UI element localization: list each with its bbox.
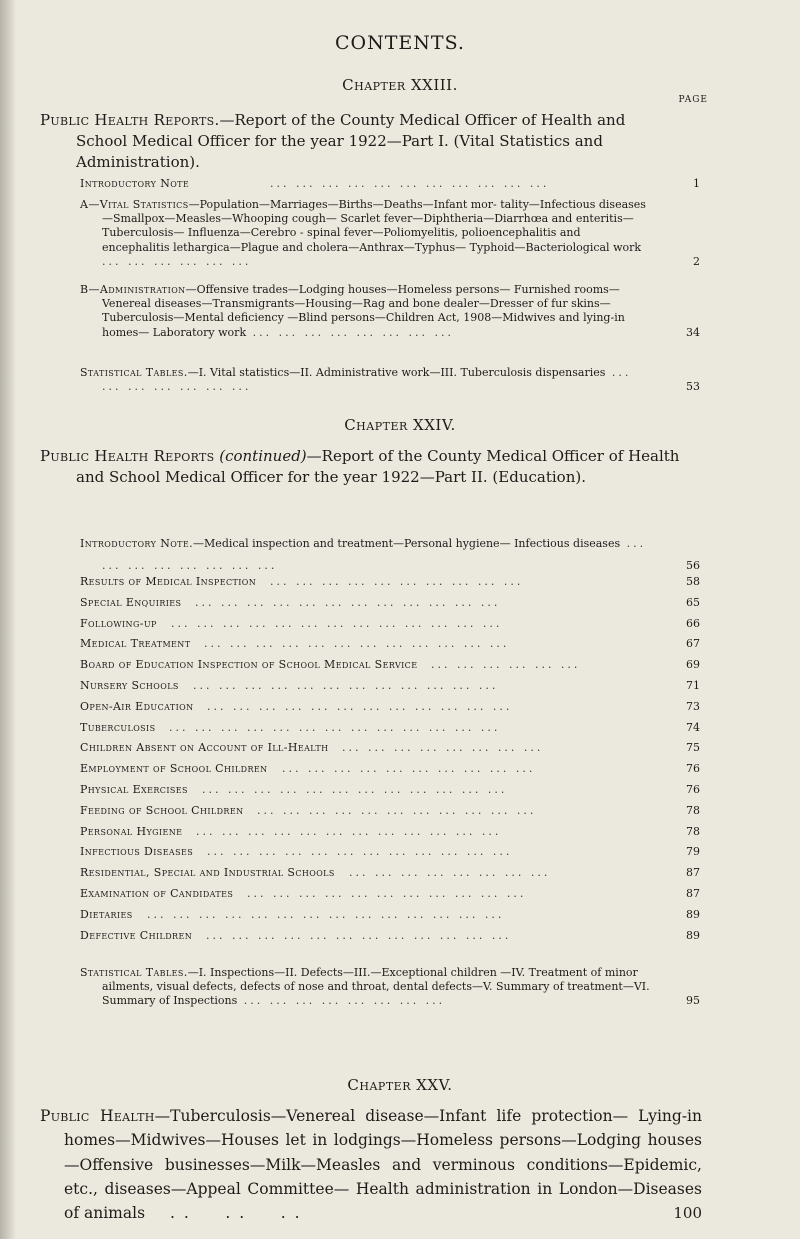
- chapter-24-heading: Chapter XXIV.: [344, 416, 456, 434]
- toc-entry-page: 74: [686, 720, 700, 734]
- toc-entry-text: —Medical inspection and treatment—Personal hygiene— Infectious diseases: [193, 537, 621, 550]
- toc-entry-text: —Offensive trades—Lodging houses—Homeless persons— Furnished rooms—Venereal diseases—Transmigrants—Housing—Rag and bone dealer—Dresser of fur skins—Tuberculosis—Mental deficiency —Blind persons—Children Act, 1908—Midwives and lying-in homes— Laboratory work: [102, 283, 625, 339]
- leader-dots: ... ... ... ... ... ... ... ... ... ... ... ...: [206, 928, 512, 942]
- toc-entry-page: 73: [686, 699, 700, 713]
- toc-entry-label: Infectious Diseases: [80, 845, 194, 859]
- toc-entry-label: Introductory Note: [80, 177, 190, 190]
- chapter-24-italic: (continued): [219, 447, 307, 465]
- toc-entry: [80, 929, 700, 944]
- toc-entry-page: 34: [686, 325, 700, 339]
- chapter-25-heading: Chapter XXV.: [347, 1076, 453, 1094]
- chapter-23-heading: Chapter XXIII.: [342, 76, 458, 94]
- leader-dots: ... ... ... ... ... ... ... ... ... ... ... ...: [202, 783, 508, 796]
- toc-entry: [80, 637, 700, 652]
- toc-entry-label: B—Administration: [80, 283, 186, 296]
- toc-entry-label: A—Vital Statistics: [80, 198, 189, 211]
- leader-dots: ... ... ... ... ... ... ... ... ... ... ... ...: [195, 595, 501, 609]
- toc-entry-text: —Population—Marriages—Births—Deaths—Infant mor- tality—Infectious diseases—Smallpox—Measles—Whooping cough— Scarlet fever—Diphtheria—Diarrhœa and enteritis—Tuberculosis— Influenza—Cerebro - spinal fever—Poliomyelitis, polioencephalitis and encephalitis lethargica—Plague and cholera—Anthrax—Typhus— Typhoid—Bacteriological work: [102, 198, 646, 254]
- toc-entry: [80, 845, 700, 860]
- toc-entry: Statistical Tables.—I. Vital statistics—II. Administrative work—III. Tuberculosis dispensaries ... ... ... ... ... ... ... 53: [80, 366, 700, 394]
- page-column-label: PAGE: [678, 95, 708, 105]
- toc-entry-label: Residential, Special and Industrial Schools: [80, 866, 335, 880]
- toc-entry-label: Nursery Schools: [80, 679, 179, 692]
- toc-entry-page: 75: [686, 741, 700, 755]
- toc-entry-text: —I. Vital statistics—II. Administrative work—III. Tuberculosis dispensaries: [187, 366, 606, 379]
- toc-entry-page: 78: [686, 824, 700, 838]
- toc-entry: [80, 596, 700, 611]
- leader-dots: ... ... ... ... ... ... ... ... ... ... ... ...: [196, 824, 502, 838]
- toc-entry: Introductory Note.—Medical inspection and treatment—Personal hygiene— Infectious diseases ... ... ... ... ... ... ... ... 56: [80, 533, 700, 577]
- toc-entry-page: 56: [686, 559, 700, 572]
- toc-entry-page: 78: [686, 803, 700, 817]
- leader-dots: . . . . . .: [169, 1204, 302, 1223]
- toc-entry-page: 89: [686, 907, 700, 921]
- toc-entry-label: Results of Medical Inspection: [80, 575, 257, 588]
- leader-dots: ... ... ... ... ... ... ... ... ... ...: [270, 575, 524, 588]
- leader-dots: ... ... ... ... ... ... ... ... ... ... ... ... ... ...: [147, 907, 505, 921]
- toc-entry-page: 87: [686, 866, 700, 880]
- toc-entry: [80, 908, 700, 923]
- chapter-25-text: —Tuberculosis—Venereal disease—Infant life protection— Lying-in homes—Midwives—Houses let in lodgings—Homeless persons—Lodging houses—Offensive businesses—Milk—Measles and verminous conditions—Epidemic, etc., diseases—Appeal Committee— Health administration in London—Diseases of animals: [64, 1107, 702, 1223]
- toc-entry: [80, 741, 700, 756]
- toc-entry-page: 58: [686, 575, 700, 588]
- toc-entry-page: 71: [686, 679, 700, 692]
- toc-entry: [80, 804, 700, 819]
- toc-entry: [80, 617, 700, 632]
- toc-entry-label: Medical Treatment: [80, 637, 191, 651]
- toc-entry: [80, 575, 700, 590]
- leader-dots: ... ... ... ... ... ... ... ...: [349, 866, 551, 880]
- toc-entry: [80, 658, 700, 673]
- toc-entry-label: Physical Exercises: [80, 783, 188, 796]
- leader-dots: ... ... ... ... ... ... ... ... ... ... ... ... ...: [171, 616, 503, 630]
- toc-entry-label: Feeding of School Children: [80, 803, 244, 817]
- chapter-24-title: [40, 446, 680, 488]
- leader-dots: ... ... ... ... ... ... ... ... ... ...: [282, 762, 536, 776]
- toc-entry: [80, 721, 700, 736]
- chapter-24-text: —Report of the County Medical Officer of Health and School Medical Officer for the year 1922—Part II. (Education).: [76, 447, 680, 486]
- toc-entry: [80, 762, 700, 777]
- toc-entry-label: Special Enquiries: [80, 595, 182, 609]
- toc-entry-text: —I. Inspections—II. Defects—III.—Exceptional children —IV. Treatment of minor ailments, visual defects, defects of nose and throat, dental defects—V. Summary of treatment—VI. Summary of Inspections: [102, 966, 650, 1008]
- toc-entry-page: 87: [686, 887, 700, 900]
- chapter-23-title: [40, 110, 680, 173]
- toc-entry-page: 79: [686, 845, 700, 859]
- chapter-25-page: 100: [673, 1204, 702, 1223]
- toc-entry-label: Board of Education Inspection of School Medical Service: [80, 658, 418, 672]
- toc-entry-label: Examination of Candidates: [80, 887, 234, 900]
- toc-entry: [80, 783, 700, 798]
- toc-entry: Statistical Tables.—I. Inspections—II. Defects—III.—Exceptional children —IV. Treatment of minor ailments, visual defects, defects of nose and throat, dental defects—V. Summary of treatment—VI. Summary of Inspections ... ... ... ... ... ... ... ... 95: [80, 966, 700, 1008]
- chapter-23-lead: Public Health Reports.: [40, 111, 220, 129]
- leader-dots: ... ... ... ... ... ... ... ... ... ... ...: [257, 803, 537, 817]
- leader-dots: ... ... ... ... ... ... ... ... ... ... ...: [270, 177, 550, 190]
- toc-entry-page: 2: [693, 254, 700, 268]
- page-binding-shadow: [0, 0, 16, 1239]
- toc-entry-page: 95: [686, 994, 700, 1008]
- leader-dots: ... ... ... ... ... ... ... ... ... ... ...: [247, 887, 527, 900]
- toc-entry: B—Administration—Offensive trades—Lodging houses—Homeless persons— Furnished rooms—Venereal diseases—Transmigrants—Housing—Rag and bone dealer—Dresser of fur skins—Tuberculosis—Mental deficiency —Blind persons—Children Act, 1908—Midwives and lying-in homes— Laboratory work ... ... ... ... ... ... ... ... 34: [80, 283, 700, 339]
- leader-dots: ... ... ... ... ... ... ... ... ... ... ... ...: [193, 679, 499, 692]
- chapter-23-text: —Report of the County Medical Officer of Health and School Medical Officer for the year 1922—Part I. (Vital Statistics and Administration).: [76, 111, 626, 171]
- toc-entry-label: Personal Hygiene: [80, 824, 183, 838]
- leader-dots: ... ... ... ... ... ...: [431, 658, 581, 672]
- toc-entry-page: 1: [693, 177, 700, 190]
- toc-entry-page: 76: [686, 762, 700, 776]
- toc-entry-label: Statistical Tables.: [80, 966, 188, 979]
- leader-dots: ... ... ... ... ... ... ... ... ... ... ... ...: [207, 845, 513, 859]
- toc-entry-label: Introductory Note.: [80, 537, 194, 550]
- leader-dots: ... ... ... ... ... ... ... ...: [342, 741, 544, 755]
- toc-entry-label: Defective Children: [80, 928, 193, 942]
- toc-entry-label: Dietaries: [80, 907, 133, 921]
- toc-entry-page: 67: [686, 637, 700, 651]
- page-title: CONTENTS.: [335, 32, 465, 54]
- chapter-25-title: [40, 1104, 702, 1225]
- toc-entry-label: Tuberculosis: [80, 720, 156, 734]
- toc-entry-label: Employment of School Children: [80, 762, 268, 776]
- toc-entry: [80, 700, 700, 715]
- toc-entry-label: Following-up: [80, 616, 157, 630]
- toc-entry: [80, 866, 700, 881]
- toc-entry-page: 66: [686, 616, 700, 630]
- chapter-24-lead: Public Health Reports: [40, 447, 215, 465]
- leader-dots: ... ... ... ... ... ... ... ... ... ... ... ... ...: [169, 720, 501, 734]
- toc-entry: [80, 679, 700, 694]
- chapter-25-lead: Public Health: [40, 1107, 155, 1125]
- toc-entry-label: Statistical Tables.: [80, 366, 188, 379]
- toc-entry-page: 53: [686, 380, 700, 394]
- toc-entry: A—Vital Statistics—Population—Marriages—Births—Deaths—Infant mor- tality—Infectious diseases—Smallpox—Measles—Whooping cough— Scarlet fever—Diphtheria—Diarrhœa and enteritis—Tuberculosis— Influenza—Cerebro - spinal fever—Poliomyelitis, polioencephalitis and encephalitis lethargica—Plague and cholera—Anthrax—Typhus— Typhoid—Bacteriological work ... ... ... ... ... ... 2: [80, 198, 700, 268]
- toc-entry: [80, 177, 700, 192]
- leader-dots: ... ... ... ... ... ... ... ... ... ... ... ...: [204, 637, 510, 651]
- toc-entry-page: 69: [686, 658, 700, 672]
- toc-entry-page: 76: [686, 783, 700, 796]
- toc-entry-page: 65: [686, 595, 700, 609]
- toc-entry-page: 89: [686, 928, 700, 942]
- leader-dots: ... ... ... ... ... ... ... ... ... ... ... ...: [207, 699, 513, 713]
- toc-entry: [80, 887, 700, 902]
- toc-entry: [80, 825, 700, 840]
- toc-entry-label: Children Absent on Account of Ill-Health: [80, 741, 329, 755]
- toc-entry-label: Open-Air Education: [80, 699, 194, 713]
